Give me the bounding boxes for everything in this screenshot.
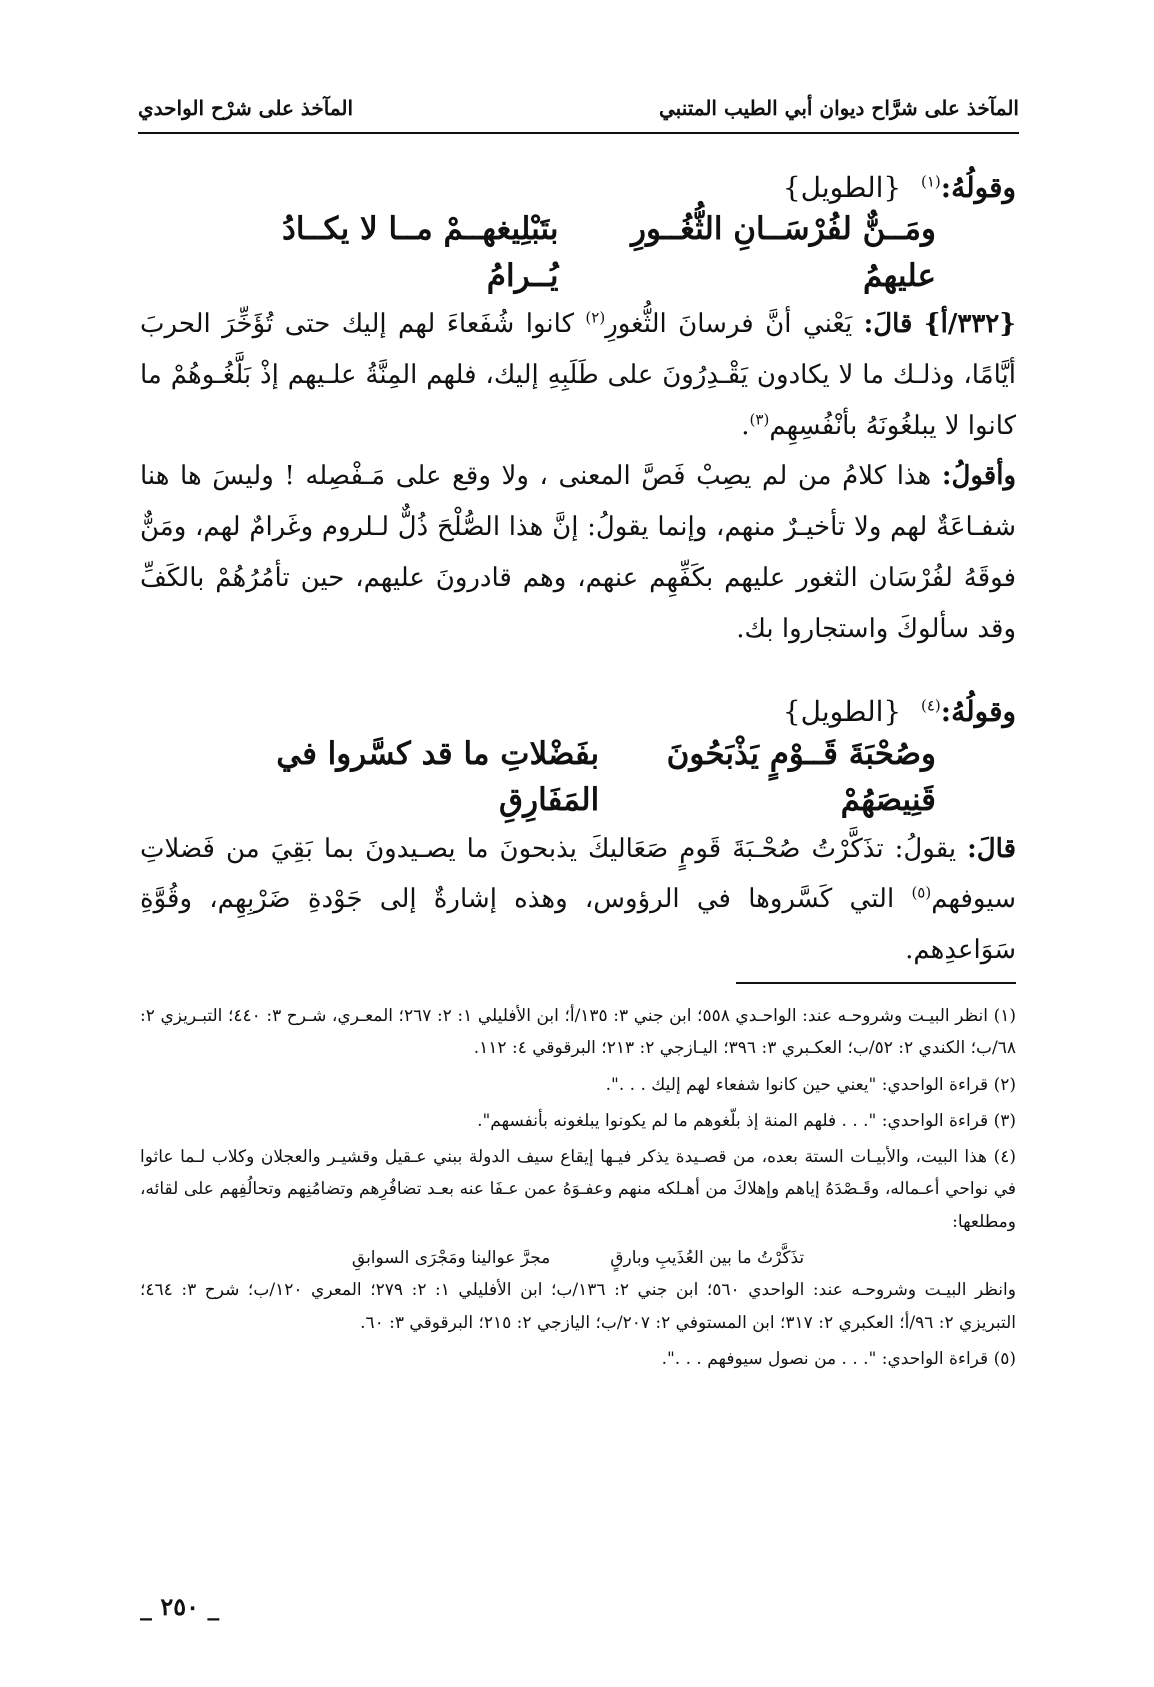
footnotes — [140, 1000, 1016, 1379]
entry1-verse-first-hemistich: ومَــنٌّ لفُرْسَــانِ الثُّغُــورِ عليهمُ — [630, 211, 936, 294]
entry1-intro-label: وقولُهُ: — [940, 171, 1016, 204]
entry1-verse-second-hemistich: بتَبْلِيغهــمْ مــا لا يكــادُ يُــرامُ — [282, 211, 559, 294]
entry1-note-ref[interactable]: (١) — [920, 172, 941, 191]
entry2-qal-text-a: يقولُ: تذَكَّرْتُ صُحْـبَةَ قَومٍ صَعَاليكَ يذبحونَ ما يصـيدونَ بما بَقِيَ من فَضلاتِ سيوفهم — [140, 833, 1016, 915]
entry1-intro — [140, 170, 1016, 206]
footnote-4: (٤) هذا البيت، والأبيـات الستة بعده، من قصـيدة يذكر فيـها إيقاع سيف الدولة ببني عـقيل وقشيـر والعجلان وكلاب لـما عاثوا في نواحي أعـماله، وقَـصْدَهُ إياهم وإهلاكَ من أهـلكه منهم وعفـوَهُ عمن عـفَا عنه بعـد تضافُرِهم وتضامُنِهم وتحالُفِهم على لقائه، ومطلعها: — [140, 1147, 1016, 1232]
footnote-4-sources: وانظر البيـت وشروحـه عند: الواحدي ٥٦٠؛ ابن جني ٢: ١٣٦/ب؛ ابن الأفليلي ١: ٢: ٢٧٩؛ المعري ١٢٠/ب؛ شرح ٣: ٤٦٤؛ التبريزي ٢: ٩٦/أ؛ العكبري ٢: ٣١٧؛ ابن المستوفي ٢: ٢٠٧/ب؛ اليازجي ٢: ٢١٥؛ البرقوقي ٣: ٦٠. — [140, 1280, 1016, 1333]
entry1-commentary: {٣٣٢/أ} قالَ: يَعْني أنَّ فرسانَ الثُّغورِ$^{(٢)}$ كانوا شُفَعاءَ لهم إليك حتى تُؤَخِّرَ الحربَ أيَّامًا، وذلـك ما لا يكادون يَقْـدِرُونَ على طَلَبِهِ إليك، فلهم المِنَّةُ علـيهم إذْ بَلَّغُـوهُمْ ما كانوا لا يبلغُونَهُ بأنْفُسِهِم$^{(٣)}$. — [140, 308, 1017, 441]
entry1-qal-note-ref[interactable]: (٢) — [585, 308, 606, 327]
entry1-qal-note-ref-2[interactable]: (٣) — [749, 410, 770, 429]
entry1-folio-ref: {٣٣٢/أ} — [923, 309, 1017, 340]
entry2-qal-text-b: التي كَسَّروها في الرؤوس، وهذه إشارةٌ إلى جَوْدةِ ضَرْبِهِم، وقُوَّةِ سَوَاعدِهم. — [140, 884, 1016, 965]
page-number: _ ٢٥٠ _ — [140, 1592, 220, 1621]
entry2-intro — [140, 694, 1016, 730]
header-rule — [138, 132, 1019, 134]
footnote-4-verse-second-hemistich: مجرَّ عوالينا ومَجْرَى السوابقِ — [351, 1248, 551, 1269]
footnote-1: (١) انظر البيـت وشروحـه عند: الواحـدي ٥٥٨؛ ابن جني ٣: ١٣٥/أ؛ ابن الأفليلي ١: ٢: ٢٦٧؛ المعـري، شـرح ٣: ٤٤٠؛ التبـريزي ٢: ٦٨/ب؛ الكندي ٢: ٥٢/ب؛ العكـبري ٣: ٣٩٦؛ اليـازجي ٢: ٢١٣؛ البرقوقي ٤: ١١٢. — [140, 1006, 1016, 1059]
entry1-qal-text-b: كانوا شُفَعاءَ لهم إليك حتى تُؤَخِّرَ الحربَ أيَّامًا، وذلـك ما لا يكادون يَقْـدِرُونَ على طَلَبِهِ إليك، فلهم المِنَّةُ علـيهم إذْ بَلَّغُـوهُمْ ما كانوا لا يبلغُونَهُ بأنْفُسِهِم — [140, 309, 1016, 441]
entry1-author-response — [140, 451, 1016, 654]
header-book-title: المآخذ على شرَّاح ديوان أبي الطيب المتنبي — [659, 96, 1019, 120]
section-spacer — [140, 654, 1016, 694]
footnote-2: (٢) قراءة الواحدي: "يعني حين كانوا شفعاء لهم إليك . . .". — [605, 1074, 1016, 1095]
footnote-4-verse — [140, 1242, 1016, 1274]
entry1-aqul-text: هذا كلامُ من لم يصِبْ فَصَّ المعنى ، ولا وقع على مَـفْصِله ! وليسَ ها هنا شفـاعَةٌ لهم ولا تأخيـرٌ منهم، وإنما يقولُ: إنَّ هذا الصُّلْحَ ذُلٌّ لـلروم وغَرامٌ لهم، ومَنٌّ فوقَهُ لفُرْسَان الثغور عليهم بكَفِّهِم عنهم، وهم قادرونَ عليهم، حين تأمُرُهُمْ بالكَفِّ وقد سألوكَ واستجاروا بك. — [140, 461, 1016, 644]
entry1-qal-text-a: يَعْني أنَّ فرسانَ الثُّغورِ — [605, 309, 853, 340]
entry2-note-ref[interactable]: (٤) — [920, 696, 941, 715]
footnote-rule — [736, 982, 1016, 984]
entry2-verse — [140, 731, 1016, 824]
footnote-4-verse-first-hemistich: تذَكَّرْتُ ما بين العُذَيبِ وبارقٍ — [610, 1248, 805, 1269]
entry2-meter: {الطويل} — [782, 695, 902, 729]
entry1-qal-label: قالَ: — [863, 309, 913, 340]
entry1-meter: {الطويل} — [782, 171, 902, 204]
main-text — [140, 170, 1016, 976]
running-header — [138, 92, 1019, 124]
entry2-commentary — [140, 824, 1016, 976]
header-chapter-title: المآخذ على شرْح الواحدي — [138, 96, 354, 120]
entry2-verse-first-hemistich: وصُحْبَةَ قَــوْمٍ يَذْبَحُونَ قَنِيصَهُمْ — [666, 735, 936, 819]
entry2-qal-note-ref[interactable]: (٥) — [911, 883, 932, 902]
entry1-aqul-label: وأقولُ: — [941, 461, 1017, 492]
entry2-verse-second-hemistich: بفَضْلاتِ ما قد كسَّروا في المَفَارِقِ — [276, 735, 600, 819]
footnote-3: (٣) قراءة الواحدي: ". . . فلهم المنة إذ بلّغوهم ما لم يكونوا يبلغونه بأنفسهم". — [477, 1110, 1016, 1131]
entry2-qal-label: قالَ: — [967, 833, 1017, 864]
entry1-verse — [140, 206, 1016, 299]
footnote-5: (٥) قراءة الواحدي: ". . . من نصول سيوفهم . . .". — [661, 1348, 1016, 1369]
entry2-intro-label: وقولُهُ: — [940, 695, 1016, 729]
